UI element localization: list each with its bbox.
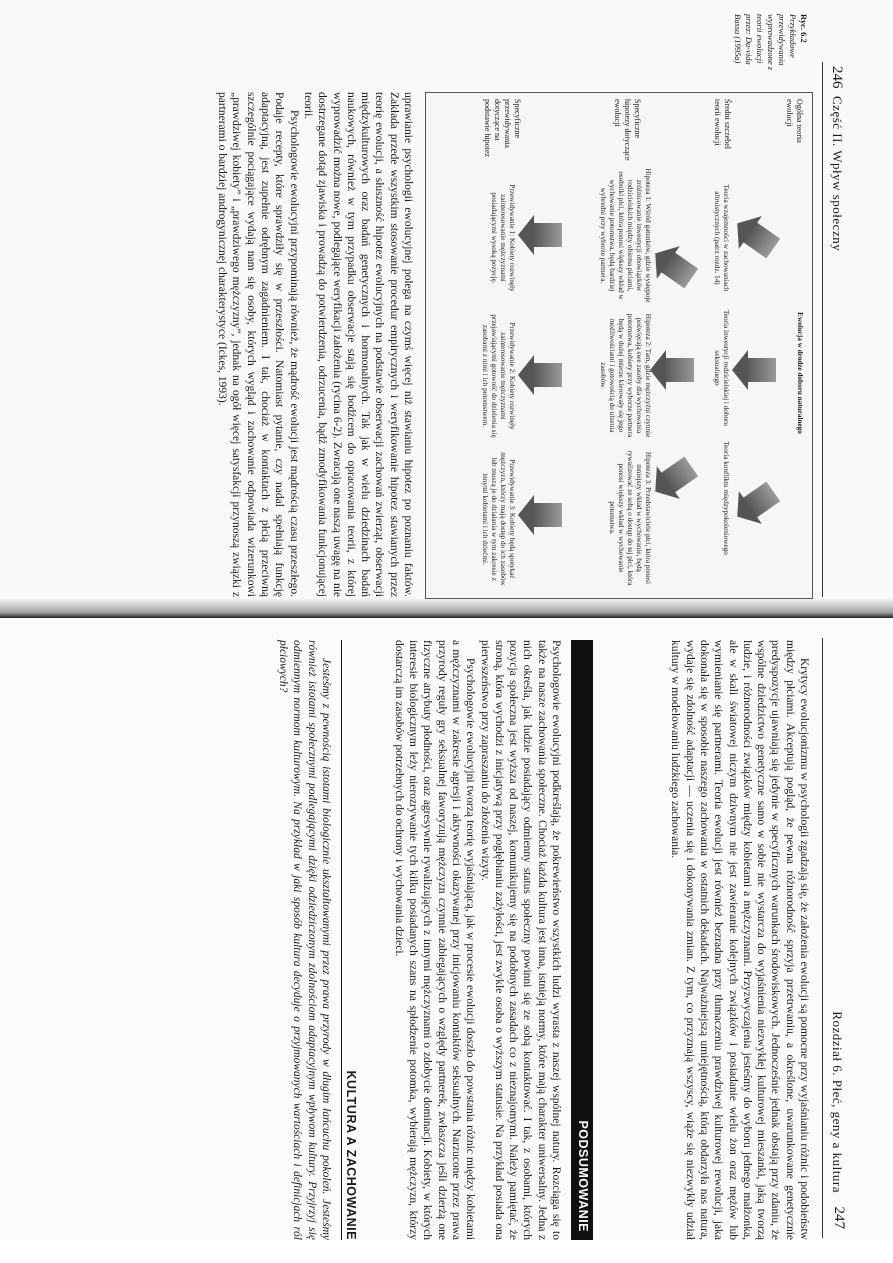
- left-paragraph-1: uprawianie psychologii ewolucyjnej polega na czymś więcej niż stawianiu hipotez po poznaniu faktów. Zakłada przede wszystkim stosowanie procedur empirycznych i weryfikowanie hipotez stawianych przez teorię ewolucji, a słuszność hipotez ewolucyjnych na podstawie obserwacji zachowań zwierząt, obserwacji międzykulturowych oraz badań genetycznych i hormonalnych. Tak jak w wielu dziedzinach badań naukowych, również w tym przypadku obserwacje stają się bodźcem do opracowania teorii, z której wyprowadzić można nowe, podlegające weryfikacji założenia (rycina 6-2). Zwracają one naszą uwagę na nie dostrzegane dotąd zjawiska i prowadzą do potwierdzenia, odrzucenia, bądź zmodyfikowania funkcjonującej teorii.: [301, 92, 414, 597]
- row-label-general: Ogólna teoria ewolucji: [785, 99, 804, 143]
- left-paragraph-2: Psychologowie ewolucyjni przypominają również, że mądrość ewolucji jest mądrością czasu przeszłego. Podaje recepty, które sprawdziły się w przeszłości. Natomiast pytanie, czy nadal spełniają funkcję adaptacyjną, jest zupełnie odrębnym zagadnieniem. I tak, chociaż w kontaktach z płcią przeciwną szczególnie pociągające wydają nam się osoby, których wygląd i zachowanie odpowiada wizerunkowi „prawdziwej kobiety” i „prawdziwego mężczyzny”, jednak na ogół więcej satysfakcji przynoszą związki z partnerami o bardziej androgynicznej charakterystyce (Ickes, 1993).: [216, 92, 300, 597]
- right-running-head: Rozdział 6. Płeć, geny a kultura: [830, 1011, 845, 1193]
- arrow-to-prediction-3: [532, 503, 562, 527]
- row-label-predictions: Specyficzne przewidywania dotyczące na podstawie hipotez: [483, 99, 522, 157]
- middle-box-3: Teoria konfliktu międzypokoleniowego: [722, 441, 730, 555]
- hypothesis-box-2: Hipoteza 2: Tam, gdzie mężczyźni czynnie poświęcają swe zasoby dla wychowania potomstwa, kobiety przy wyborze partnera będą w dużej mierze kierowały się jego możliwościami i gotowością do ulzenia zasobów.: [599, 313, 652, 438]
- right-page: [0, 618, 893, 1263]
- hypothesis-box-3: Hipoteza 3: Przedstawiciele płci, która ponosi mniejszy wkład w wychowanie, będą rywalizować ze sobą o dostęp do tej płci, która ponosi większy wkład w wychowanie potomstwa.: [608, 450, 652, 586]
- row-label-hypotheses: Specyficzne hipotezy dotyczące ewolucji: [613, 99, 642, 161]
- arrow-to-hypothesis-1: [660, 252, 698, 289]
- arrow-to-hypothesis-2: [664, 358, 694, 382]
- summary-paragraph-1: Psychologowie ewolucyjni podkreślają, że pokrewieństwo wszystkich ludzi wyrasta z naszej wspólnej natury. Rozciąga się to także na nasze zachowania społeczne. Chociaż każda kultura jest inna, istnieją normy, które mają charakter uniwersalny. Jedna z nich określa, jak ludzie posiadający odmienny status społeczny powinni się ze sobą kontaktować. I tak, z osobami, których pozycja społeczna jest wyższa od naszej, komunikujemy się na podobnych zasadach co z nieznajomymi. Należy pamiętać, że stroną, która wychodzi z inicjatywą przy pogłębianiu zażyłości, jest zwykle osoba o wyższym statusie. Na przykład posiada ona pierwszeństwo przy zapraszaniu do złożenia wizyty.: [478, 640, 562, 1240]
- arrow-to-prediction-2: [532, 363, 562, 387]
- middle-box-1: Teoria wzajemności w zachowaniach altruistycznych (patrz rozdz. 14): [713, 184, 730, 292]
- caption-title: Ryc. 6.2: [799, 14, 809, 43]
- header-rule: [822, 62, 823, 597]
- prediction-box-2: Przewidywanie 2: Kobiety rozwinęły zainteresowanie mężczyznami przejawiającymi gotowość do dzielenia się zasobami z nimi i ich potomstwem.: [481, 314, 516, 438]
- summary-text: [391, 640, 563, 1240]
- middle-box-2: Teoria inwestycji rodzicielskiej i doboru seksualnego: [713, 309, 730, 427]
- right-paragraph-1: Krytycy ewolucjonizmu w psychologii zgadzają się, że założenia ewolucji są pomocne przy wyjaśnianiu różnic i podobieństw między płciami. Akceptują pogląd, że pewna różnorodność sprzyja przetrwaniu, a określone, uwarunkowane genetycznie predyspozycje ujawniają się jedynie w specyficznych warunkach środowiskowych. Jednocześnie jednak obstają przy zdaniu, że wspólne dziedzictwo genetyczne samo w sobie nie wystarcza do wyjaśnienia niezwykłej kulturowej mieszanki, jaką tworzą ludzie, i różnorodności związków między kobietami a mężczyznami. Przyzwyczajenia jesteśmy do wyboru jednego małżonka, ale w skali światowej niczym dziwnym nie jest zawieranie kolejnych związków i posiadanie wielu żon oraz mężów lub wymienianie się partnerami. Teoria ewolucji jest również bezradna przy tłumaczeniu prawdziwej kulturowej rewolucji, jaka dokonała się w sposobie naszego zachowania w ostatnich dekadach. Najważniejszą umiejętnością, którą obdarzyła nas natura, wydaje się zdolność adaptacji — uczenia się i dokonywania zmian. Z tym, co przyznają wszyscy, wiąże się niezwykły udział kultury w modelowaniu ludzkiego zachowania.: [669, 640, 810, 1240]
- left-page: [0, 0, 893, 618]
- arrow-down-right: [742, 482, 780, 519]
- scan-margin: [0, 1240, 893, 1263]
- culture-paragraph-1: Jesteśmy z pewnością istotami biologicznie ukształtowanymi przez prawa przyrody w długim łańcuchu pokoleń. Jesteśmy również istotami społecznymi podlegającymi dzięki odziedziczonym zdolnościom adaptacyjnym wpływom kultury. Przyjrzyj się odmiennym normom kulturowym. Na przykład w jaki sposób kultura decyduje o przyjmowanych wartościach i definicjach ról płciowych?: [277, 640, 332, 1240]
- prediction-box-1: Przewidywanie 1: Kobiety rozwinęły zainteresowanie mężczyznami posiadającymi wysoką pozycję.: [490, 184, 516, 292]
- hypothesis-box-1: Hipoteza 1: Wśród gatunków, gdzie występuje zróżnicowanie inwestycji obowiązków rodzicielskich między obiema płciami, osobniki płci, która ponosi większy wkład w wychowanie potomstwa, będą bardziej wybredni przy wyborze partnera.: [599, 168, 652, 303]
- culture-text: [276, 640, 333, 1240]
- arrow-to-prediction-1: [532, 223, 562, 247]
- prediction-box-3: Przewidywanie 3: Kobiety będą spotykać mężczyzn, którzy mają dostęp do ich zasobów lub muszą je do działania w tym zakresie z innymi kobietami i ich dziećmi.: [481, 452, 516, 586]
- summary-heading-bar: [571, 640, 593, 1240]
- culture-heading: KULTURA A ZACHOWANIE: [341, 640, 358, 1240]
- arrow-down-center: [746, 358, 776, 382]
- evolution-diagram: [425, 92, 813, 599]
- top-box: Ewolucja w drodze doboru naturalnego: [796, 312, 804, 434]
- right-page-number: 247: [831, 1206, 847, 1229]
- row-label-middle: Średni szczebel teorii ewolucji: [713, 99, 732, 149]
- figure-caption: [732, 14, 809, 84]
- caption-text: Przykładowe przewidywania wyprowadzone z teorii ewolucji przez: Da-vida Bussa (1995a): [733, 14, 798, 71]
- left-running-head: Część II. Wpływ społeczny: [830, 96, 845, 252]
- arrow-down-left: [742, 222, 780, 259]
- summary-heading: PODSUMOWANIE: [576, 1120, 590, 1232]
- summary-paragraph-2: Psychologowie ewolucyjni tworzą teorię wyjaśniającą, jak w procesie ewolucji doszło do powstania różnic między kobietami a mężczyznami w zakresie agresji i aktywności okazywanej przy inicjowaniu kontaktów seksualnych. Narzucone przez prawa przyrody reguły gry seksualnej faworyzują mężczyzn czynnie zabiegających o względy partnerek, zwłaszcza jeśli dzierżą one fizyczne atrybuty płodności, oraz agresywnie rywalizujących z innymi mężczyznami o zdobycie dominacji. Kobiety, w których interesie biologicznym leży nierozrywanie tych kilku posiadanych szans na spłodzenie potomka, wybierają mężczyzn, którzy dostarczą im zasobów potrzebnych do ochrony i wychowania dzieci.: [392, 640, 477, 1240]
- arrow-to-hypothesis-3: [660, 457, 698, 494]
- left-page-number: 246: [829, 66, 845, 89]
- header-rule: [822, 638, 823, 1238]
- left-body-text: [215, 92, 415, 597]
- right-body-text: [668, 640, 811, 1240]
